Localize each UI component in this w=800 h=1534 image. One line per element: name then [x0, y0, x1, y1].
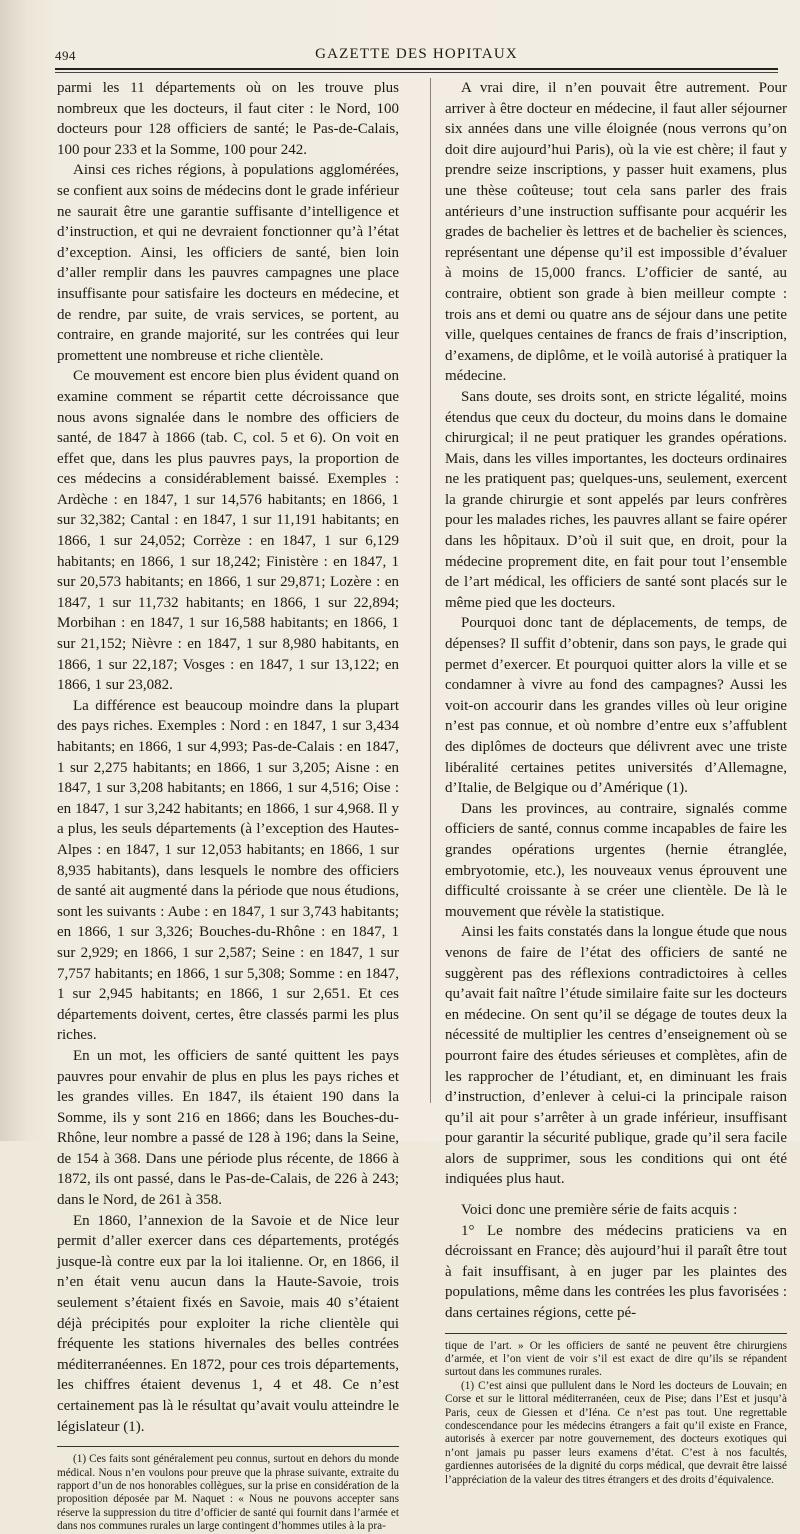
paragraph: Ce mouvement est encore bien plus évident quand on examine comment se répartit cette décroissance que nous avons signalée dans le nombre des officiers de santé, de 1847 à 1866 (tab. C, col. 5 et 6). On voit en effet que, dans les plus pauvres pays, la proportion de ces médecins a considérablement baissé. Exemples : Ardèche : en 1847, 1 sur 14,576 habitants; en 1866, 1 sur 32,382; Cantal : en 1847, 1 sur 11,191 habitants; en 1866, 1 sur 24,052; Corrèze : en 1847, 1 sur 6,129 habitants; en 1866, 1 sur 18,242; Finistère : en 1847, 1 sur 20,573 habitants; en 1866, 1 sur 29,871; Lozère : en 1847, 1 sur 11,732 habitants; en 1866, 1 sur 22,894; Morbihan : en 1847, 1 sur 16,588 habitants; en 1866, 1 sur 21,152; Nièvre : en 1847, 1 sur 8,980 habitants, en 1866, 1 sur 22,187; Vosges : en 1847, 1 sur 13,122; en 1866, 1 sur 23,082. [57, 368, 399, 694]
paragraph: La différence est beaucoup moindre dans la plupart des pays riches. Exemples : Nord : en 1847, 1 sur 3,434 habitants; en 1866, 1 sur 4,993; Pas-de-Calais : en 1847, 1 sur 2,275 habitants; en 1866, 1 sur 3,205; Aisne : en 1847, 1 sur 3,208 habitants; en 1866, 1 sur 4,516; Oise : en 1847, 1 sur 3,242 habitants; en 1866, 1 sur 4,968. Il y a plus, les seuls départements (à l’exception des Hautes-Alpes : en 1847, 1 sur 12,053 habitants; en 1866, 1 sur 8,935 habitants), dans lesquels le nombre des officiers de santé ait augmenté dans la période que nous étudions, sont les suivants : Aube : en 1847, 1 sur 3,743 habitants; en 1866, 1 sur 3,326; Bouches-du-Rhône : en 1847, 1 sur 2,929; en 1866, 1 sur 2,587; Seine : en 1847, 1 sur 7,757 habitants; en 1866, 1 sur 5,308; Somme : en 1847, 1 sur 2,945 habitants; en 1866, 1 sur 2,651. Et ces départements doivent, certes, être classés parmi les plus riches. [57, 697, 399, 1044]
footnote-divider [57, 1446, 399, 1447]
journal-title: GAZETTE DES HOPITAUX [315, 46, 518, 62]
paragraph: En un mot, les officiers de santé quittent les pays pauvres pour envahir de plus en plus les pays riches et les grandes villes. En 1847, ils étaient 190 dans la Somme, ils y sont 216 en 1866; dans les Bouches-du-Rhône, leur nombre a passé de 128 à 196; dans la Seine, de 154 à 368. Dans une période plus récente, de 1866 à 1872, ils ont passé, dans le Pas-de-Calais, de 226 à 243; dans le Nord, de 261 à 358. [57, 1047, 399, 1209]
section-heading: Voici donc une première série de faits acquis : [461, 1202, 738, 1219]
paragraph: parmi les 11 départements où on les trouve plus nombreux que les docteurs, il faut citer : le Nord, 100 docteurs pour 128 officiers de santé; le Pas-de-Calais, 100 pour 233 et la Somme, 100 pour 242. [57, 80, 399, 158]
left-column [57, 78, 399, 1534]
paragraph: En 1860, l’annexion de la Savoie et de Nice leur permit d’aller exercer dans ces départements, protégés jusque-là contre eux par la loi italienne. Or, en 1866, il n’en était venu aucun dans la Haute-Savoie, trois seulement s’étaient fixés en Savoie, mais 40 s’étaient déjà précipités pour exploiter la riche clientèle qui fréquente les stations hivernales des belles contrées méditerranéennes. En 1872, pour ces trois départements, les chiffres étaient devenus 1, 4 et 48. Ce n’est certainement pas là le résultat qu’avait voulu atteindre le législateur (1). [57, 1212, 399, 1435]
paragraph: A vrai dire, il n’en pouvait être autrement. Pour arriver à être docteur en médecine, il faut aller séjourner six années dans une ville éloignée (nous verrons qu’on doit dire aujourd’hui Paris), où la vie est chère; il faut y prendre seize inscriptions, y passer huit examens, plus une thèse coûteuse; tout cela sans parler des frais antérieurs d’une instruction suffisante pour acquérir les grades de bachelier ès lettres et de bachelier ès sciences, représentant une dépense qu’il est impossible d’évaluer à moins de 15,000 francs. L’officier de santé, au contraire, obtient son grade à bien meilleur compte : trois ans et demi ou quatre ans de séjour dans une petite ville, quelques centaines de francs de frais d’inscription, d’examens, de diplôme, et le voilà autorisé à pratiquer la médecine. [445, 80, 787, 385]
footnote: tique de l’art. » Or les officiers de santé ne peuvent être chirurgiens d’armée, et l’on vient de voir s’il est exact de dire qu’ils se répandent surtout dans les communes rurales. [445, 1339, 787, 1379]
column-divider [430, 78, 431, 1103]
footnote-divider [445, 1333, 787, 1334]
footnote: (1) Ces faits sont généralement peu connus, surtout en dehors du monde médical. Nous n’en voulons pour preuve que la phrase suivante, extraite du rapport d’un de nos honorables collègues, sur la prise en considération de la proposition déposée par M. Naquet : « Nous ne pouvons accepter sans réserve la suppression du titre d’officier de santé qui fournit dans l’armée et dans nos communes rurales un large contingent d’hommes utiles à la pra- [57, 1453, 399, 1533]
header-rule-thin [55, 72, 778, 73]
footnote: (1) C’est ainsi que pullulent dans le Nord les docteurs de Louvain; en Corse et sur le littoral méditerranéen, ceux de Pise; dans l’Est et jusqu’à Paris, ceux de Giessen et d’Iéna. Ce n’est pas tout. Une regrettable condescendance pour les médecins étrangers a fait qu’il existe en France, autorisés à exercer par notre gouvernement, des docteurs exotiques qui n’ont jamais pu passer leurs examens d’état. C’est à nos facultés, gardiennes autorisées de la dignité du corps médical, que devrait être laissé l’appréciation de la valeur des titres étrangers et des droits d’équivalence. [445, 1379, 787, 1486]
header-rule [55, 68, 778, 70]
numbered-paragraph: 1° Le nombre des médecins praticiens va en décroissant en France; dès aujourd’hui il paraît être tout à fait insuffisant, à en juger par les plaintes des populations, même dans les contrées les plus favorisées : dans certaines régions, cette pé- [445, 1222, 787, 1322]
page-number: 494 [55, 48, 76, 63]
page-header [55, 44, 778, 66]
right-column [445, 78, 787, 1487]
paragraph: Sans doute, ses droits sont, en stricte légalité, moins étendus que ceux du docteur, du moins dans le domaine chirurgical; il ne peut pratiquer les grandes opérations. Mais, dans les villes importantes, les docteurs ordinaires ne les pratiquent pas; quelques-uns, seulement, exercent la grande chirurgie et sont appelés par leurs confrères pour les malades riches, les pauvres allant se faire opérer dans les hôpitaux. D’où il suit que, en droit, pour la médecine proprement dite, en fait pour tout l’ensemble de l’art médical, les officiers de santé sont placés sur le même pied que les docteurs. [445, 388, 787, 611]
paragraph: Pourquoi donc tant de déplacements, de temps, de dépenses? Il suffit d’obtenir, dans son pays, le grade qui permet d’exercer. Et pourquoi quitter alors la ville et se condamner à vivre au fond des campagnes? Aussi les voit-on accourir dans les grandes villes où leur origine n’est pas connue, et où nombre d’entre eux s’affublent des diplômes de docteurs que délivrent avec une triste libéralité certaines petites universités d’Allemagne, d’Italie, de Belgique ou d’Amérique (1). [445, 615, 787, 797]
paragraph: Ainsi les faits constatés dans la longue étude que nous venons de faire de l’état des officiers de santé ne suggèrent pas des réflexions contradictoires à celles qu’avait fait naître l’étude similaire faite sur les docteurs en médecine. On sent qu’il se dégage de toutes deux la nécessité de multiplier les centres d’enseignement où se pourront faire des études sérieuses et complètes, afin de les rapprocher de l’étudiant, et, en diminuant les frais d’instruction, d’enlever à celui-ci la principale raison qu’il ait pour s’arrêter à un grade inférieur, insuffisant pour garantir la sécurité publique, grade qu’il sera facile alors de supprimer, sous les conditions qui ont été indiquées plus haut. [445, 924, 787, 1188]
paragraph: Ainsi ces riches régions, à populations agglomérées, se confient aux soins de médecins dont le grade inférieur ne saurait être une garantie suffisante d’intelligence et d’instruction, et qui ne devraient fonctionner qu’à l’état d’exception. Ainsi, les officiers de santé, bien loin d’aller remplir dans les pauvres campagnes une place insuffisante pour satisfaire les docteurs en médecine, et de rendre, par suite, de vrais services, se portent, au contraire, en grande majorité, sur les contrées qui leur promettent une nombreuse et riche clientèle. [57, 162, 399, 364]
paragraph: Dans les provinces, au contraire, signalés comme officiers de santé, connus comme incapables de faire les grandes opérations urgentes (hernie étranglée, embryotomie, etc.), les nouveaux venus éprouvent une difficulté croissante à se créer une clientèle. De là le mouvement que révèle la statistique. [445, 800, 787, 920]
